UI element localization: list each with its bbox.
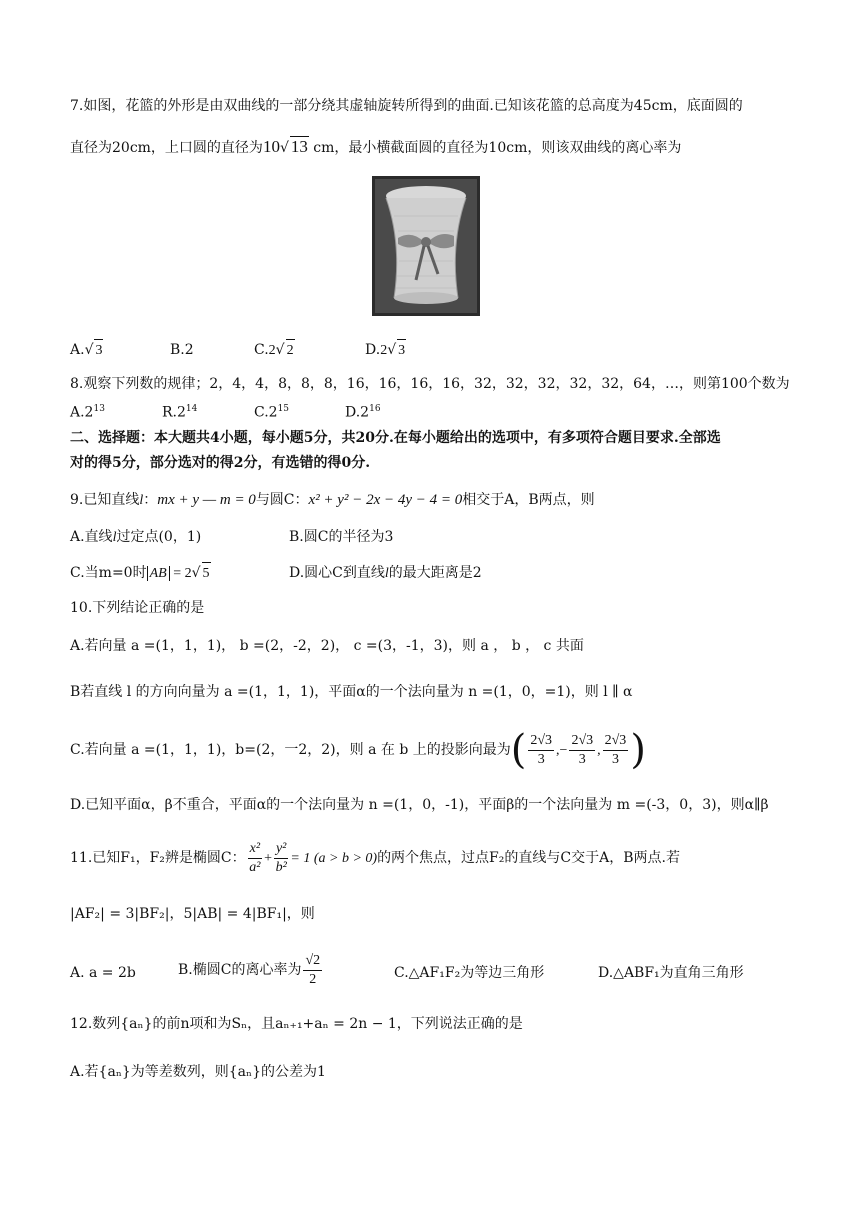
q11-option-a: A. a = 2b	[70, 965, 136, 981]
section2-heading-line1: 二、选择题：本大题共4小题，每小题5分，共20分.在每小题给出的选项中，有多项符合题目要求.全部选	[70, 430, 721, 446]
q9-stem: 9.已知直线l：mx + y — m = 0与圆C：x² + y² − 2x − 4y − 4 = 0相交于A，B两点，则	[70, 492, 595, 508]
q9-option-d: D.圆心C到直线l的最大距离是2	[289, 565, 482, 581]
q7-line2	[70, 136, 681, 158]
q11-option-c: C.△AF₁F₂为等边三角形	[394, 965, 545, 981]
q11-condition: |AF₂| = 3|BF₂|，5|AB| = 4|BF₁|，则	[70, 906, 315, 922]
q8-option-d: $D.2^{16}$	[345, 404, 381, 421]
q7-radicand: 13	[290, 137, 308, 156]
q7-option-d: D.2√ 3	[365, 339, 406, 362]
q8-stem: 8.观察下列数的规律；2，4，4，8，8，8，16，16，16，16，32，32，32，32，32，64，…，则第100个数为	[70, 376, 790, 392]
q7-line1: 7.如图，花篮的外形是由双曲线的一部分绕其虚轴旋转所得到的曲面.已知该花篮的总高度为45cm，底面圆的	[70, 98, 743, 114]
q10-option-d: D.已知平面α，β不重合，平面α的一个法向量为 n =(1，0，-1)，平面β的一个法向量为 m =(-3，0，3)，则α∥β	[70, 797, 769, 813]
q10-option-a: A.若向量 a =(1，1，1)， b =(2，-2，2)， c =(3，-1，3)，则 a ， b ， c 共面	[70, 638, 584, 654]
q7-line2-a: 直径为20cm，上口圆的直径为	[70, 140, 263, 156]
q11-option-b: B.椭圆C的离心率为 $\frac{√2}{2}$	[178, 952, 321, 987]
radical-icon: √	[279, 140, 289, 156]
q7-line2-b: cm，最小横截面圆的直径为10cm，则该双曲线的离心率为	[308, 140, 682, 156]
q7-option-c: C.2√ 2	[254, 339, 295, 362]
q9-option-b: B.圆C的半径为3	[289, 529, 394, 545]
q9-option-a: A.直线l过定点(0，1)	[70, 529, 202, 545]
q7-option-b: B.2	[170, 342, 194, 358]
flower-basket-photo	[372, 176, 480, 316]
q12-option-a: A.若{aₙ}为等差数列，则{aₙ}的公差为1	[70, 1064, 326, 1080]
q8-option-c: $C.2^{15}$	[254, 404, 290, 421]
q7-coef: 10	[262, 137, 280, 156]
section2-heading-line2: 对的得5分，部分选对的得2分，有选错的得0分.	[70, 455, 371, 471]
q12-stem: 12.数列{aₙ}的前n项和为Sₙ，且aₙ₊₁+aₙ = 2n − 1，下列说法正确的是	[70, 1016, 523, 1032]
q7-option-a: A.√ 3	[70, 339, 103, 362]
q10-stem: 10.下列结论正确的是	[70, 600, 205, 616]
q11-stem: 11.已知F₁，F₂辨是椭圆C： $\frac{\text{x²}}{\text{a²}}$ + $\frac{\text{y²}}{\text{b²}}$ = 1 (a > b > 0)的两个焦点，过点F₂的直线与C交于A，B两点.若	[70, 840, 680, 875]
q11-option-d: D.△ABF₁为直角三角形	[598, 965, 744, 981]
q10-option-b: B若直线 l 的方向向量为 a =(1，1，1)，平面α的一个法向量为 n =(1，0，=1)，则 l ∥ α	[70, 684, 633, 700]
q8-option-a: $A.2^{13}$	[70, 404, 105, 421]
q10-option-c: C.若向量 a =(1，1，1)，b=(2，一2，2)，则 a 在 b 上的投影向最为( $\frac{2√3}{3}$ ,− $\frac{2√3}{3}$ , $\frac{2√3}{3}$ )	[70, 727, 646, 773]
q8-option-b: $R.2^{14}$	[162, 404, 198, 421]
q9-option-c: C.当m=0时 AB = 2√ 5	[70, 562, 211, 585]
